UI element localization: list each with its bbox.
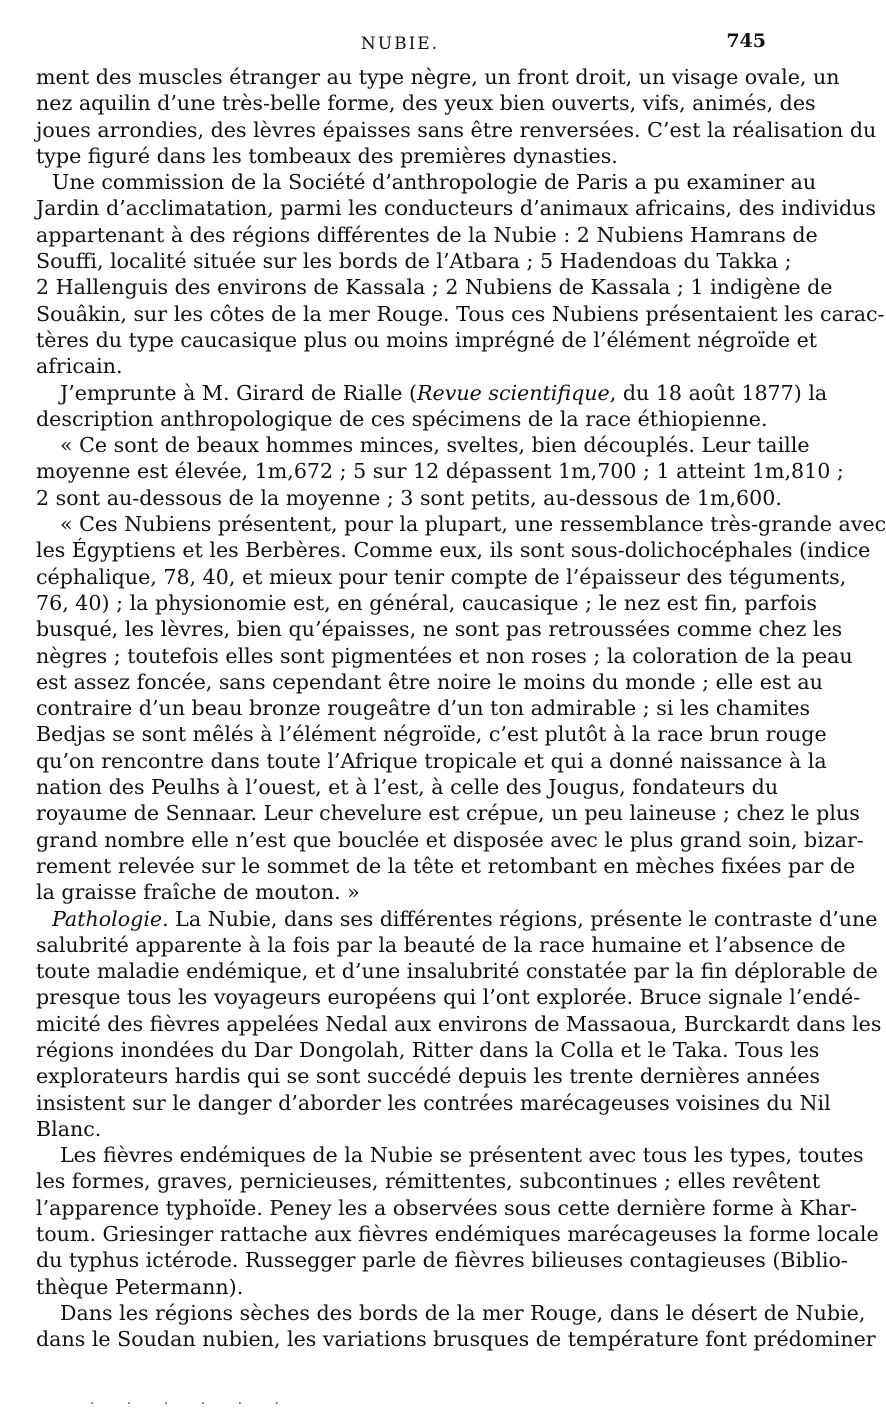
line-text: presque tous les voyageurs européens qui l’ont explorée. Bruce signale l’endé- — [36, 985, 861, 1010]
text-line — [36, 353, 766, 379]
line-text: régions inondées du Dar Dongolah, Ritter dans la Colla et le Taka. Tous les — [36, 1037, 820, 1062]
text-line — [36, 222, 818, 248]
line-text: nez aquilin d’une très-belle forme, des yeux bien ouverts, vifs, animés, des — [36, 91, 816, 116]
text-line — [36, 800, 860, 826]
line-text: céphalique, 78, 40, et mieux pour tenir compte de l’épaisseur des téguments, — [36, 564, 847, 589]
line-text: la graisse fraîche de mouton. » — [36, 880, 360, 905]
line-text: 2 Hallenguis des environs de Kassala ; 2 Nubiens de Kassala ; 1 indigène de — [36, 275, 833, 300]
footer-marks: . . . . . . — [90, 1392, 293, 1408]
line-text: Dans les régions sèches des bords de la mer Rouge, dans le désert de Nubie, — [60, 1300, 866, 1325]
text-line — [36, 1300, 866, 1326]
text-line — [36, 432, 810, 458]
text-line — [36, 958, 878, 984]
text-line — [36, 1142, 864, 1168]
line-text: rement relevée sur le sommet de la tête et retombant en mèches fixées par de — [36, 853, 856, 878]
text-line — [36, 406, 766, 432]
line-text: contraire d’un beau bronze rougeâtre d’un ton admirable ; si les chamites — [36, 696, 811, 721]
text-line — [36, 248, 792, 274]
text-line — [36, 643, 853, 669]
line-text: qu’on rencontre dans toute l’Afrique tropicale et qui a donné naissance à la — [36, 748, 827, 773]
text-line — [36, 932, 846, 958]
line-text: J’emprunte à M. Girard de Rialle ( — [60, 380, 418, 405]
line-text: Souffi, localité située sur les bords de l’Atbara ; 5 Hadendoas du Takka ; — [36, 249, 792, 274]
text-line — [36, 748, 827, 774]
line-text: l’apparence typhoïde. Peney les a observées sous cette dernière forme à Khar- — [36, 1195, 858, 1220]
text-line — [36, 64, 840, 90]
line-text: busqué, les lèvres, bien qu’épaisses, ne sont pas retroussées comme chez les — [36, 617, 843, 642]
line-text: « Ce sont de beaux hommes minces, sveltes, bien découplés. Leur taille — [60, 433, 810, 458]
italic-text: Pathologie. — [52, 906, 169, 931]
line-text: explorateurs hardis qui se sont succédé depuis les trente dernières années — [36, 1064, 821, 1089]
line-text: Blanc. — [36, 1116, 102, 1141]
line-text: micité des fièvres appelées Nedal aux environs de Massaoua, Burckardt dans les — [36, 1011, 882, 1036]
line-text: Bedjas se sont mêlés à l’élément négroïde, c’est plutôt à la race brun rouge — [36, 722, 827, 747]
line-text: type figuré dans les tombeaux des premières dynasties. — [36, 143, 618, 168]
line-text: africain. — [36, 354, 123, 379]
text-line — [36, 90, 816, 116]
line-text: toute maladie endémique, et d’une insalubrité constatée par la fin déplorable de — [36, 959, 878, 984]
line-text: description anthropologique de ces spécimens de la race éthiopienne. — [36, 406, 768, 431]
text-line — [36, 301, 885, 327]
line-text: 2 sont au-dessous de la moyenne ; 3 sont petits, au-dessous de 1m,600. — [36, 485, 782, 510]
text-line — [36, 1037, 820, 1063]
italic-text: Revue scientifique — [417, 380, 610, 405]
line-text: les formes, graves, pernicieuses, rémittentes, subcontinues ; elles revêtent — [36, 1169, 821, 1194]
text-line — [36, 195, 876, 221]
line-text: thèque Petermann). — [36, 1274, 244, 1299]
text-line — [36, 906, 878, 932]
text-line — [36, 143, 766, 169]
line-text: tères du type caucasique plus ou moins imprégné de l’élément négroïde et — [36, 327, 818, 352]
line-text: joues arrondies, des lèvres épaisses sans être renversées. C’est la réalisation du — [36, 117, 877, 142]
text-line — [36, 669, 823, 695]
line-text: les Égyptiens et les Berbères. Comme eux, ils sont sous-dolichocéphales (indice — [36, 538, 871, 563]
line-text: dans le Soudan nubien, les variations brusques de température font prédominer — [36, 1327, 876, 1352]
page-number: 745 — [726, 30, 766, 52]
line-text: Jardin d’acclimatation, parmi les conducteurs d’animaux africains, des individus — [36, 196, 876, 221]
line-text-continued: , du 18 août 1877) la — [609, 380, 828, 405]
text-line — [36, 274, 833, 300]
line-text: nègres ; toutefois elles sont pigmentées et non roses ; la coloration de la peau — [36, 643, 853, 668]
line-text: grand nombre elle n’est que bouclée et disposée avec le plus grand soin, bizar- — [36, 827, 864, 852]
text-line — [36, 774, 779, 800]
text-line — [36, 1168, 821, 1194]
line-text: ment des muscles étranger au type nègre, un front droit, un visage ovale, un — [36, 65, 840, 89]
text-line — [36, 721, 827, 747]
text-line — [36, 458, 844, 484]
line-text: est assez foncée, sans cependant être noire le moins du monde ; elle est au — [36, 669, 823, 694]
text-line — [36, 511, 886, 537]
text-line — [36, 1011, 882, 1037]
line-text: royaume de Sennaar. Leur chevelure est crépue, un peu laineuse ; chez le plus — [36, 801, 860, 826]
text-line — [36, 169, 817, 195]
text-line — [36, 616, 843, 642]
text-line — [36, 1274, 766, 1300]
text-line — [36, 695, 811, 721]
text-line — [36, 1326, 876, 1352]
line-text: du typhus ictérode. Russegger parle de fièvres bilieuses contagieuses (Biblio- — [36, 1248, 848, 1273]
line-text: toum. Griesinger rattache aux fièvres endémiques marécageuses la forme locale — [36, 1222, 879, 1247]
text-line — [36, 485, 782, 511]
text-line — [36, 1063, 821, 1089]
text-line — [36, 1221, 879, 1247]
line-text: « Ces Nubiens présentent, pour la plupart, une ressemblance très-grande avec — [60, 512, 886, 537]
line-text: nation des Peulhs à l’ouest, et à l’est, à celle des Jougus, fondateurs du — [36, 775, 779, 800]
text-line — [36, 1090, 831, 1116]
text-line — [36, 327, 818, 353]
line-text: Une commission de la Société d’anthropologie de Paris a pu examiner au — [52, 170, 817, 195]
text-line — [36, 117, 877, 143]
text-line — [36, 853, 856, 879]
text-line — [36, 380, 828, 406]
text-line — [36, 879, 766, 905]
line-text-continued: La Nubie, dans ses différentes régions, présente le contraste d’une — [168, 906, 878, 931]
line-text: insistent sur le danger d’aborder les contrées marécageuses voisines du Nil — [36, 1090, 831, 1115]
line-text: 76, 40) ; la physionomie est, en général, caucasique ; le nez est fin, parfois — [36, 590, 817, 615]
text-line — [36, 984, 861, 1010]
text-line — [36, 564, 847, 590]
running-title: NUBIE. — [360, 34, 440, 54]
text-line — [36, 1195, 858, 1221]
text-line — [36, 827, 864, 853]
line-text: Souâkin, sur les côtes de la mer Rouge. Tous ces Nubiens présentaient les carac- — [36, 301, 885, 326]
text-line — [36, 590, 817, 616]
body-text — [36, 64, 886, 1353]
running-head — [0, 30, 800, 60]
line-text: Les fièvres endémiques de la Nubie se présentent avec tous les types, toutes — [60, 1143, 864, 1168]
line-text: salubrité apparente à la fois par la beauté de la race humaine et l’absence de — [36, 932, 846, 957]
text-line — [36, 1116, 766, 1142]
line-text: moyenne est élevée, 1m,672 ; 5 sur 12 dépassent 1m,700 ; 1 atteint 1m,810 ; — [36, 459, 844, 484]
line-text: appartenant à des régions différentes de la Nubie : 2 Nubiens Hamrans de — [36, 222, 818, 247]
text-line — [36, 1247, 848, 1273]
text-line — [36, 537, 871, 563]
